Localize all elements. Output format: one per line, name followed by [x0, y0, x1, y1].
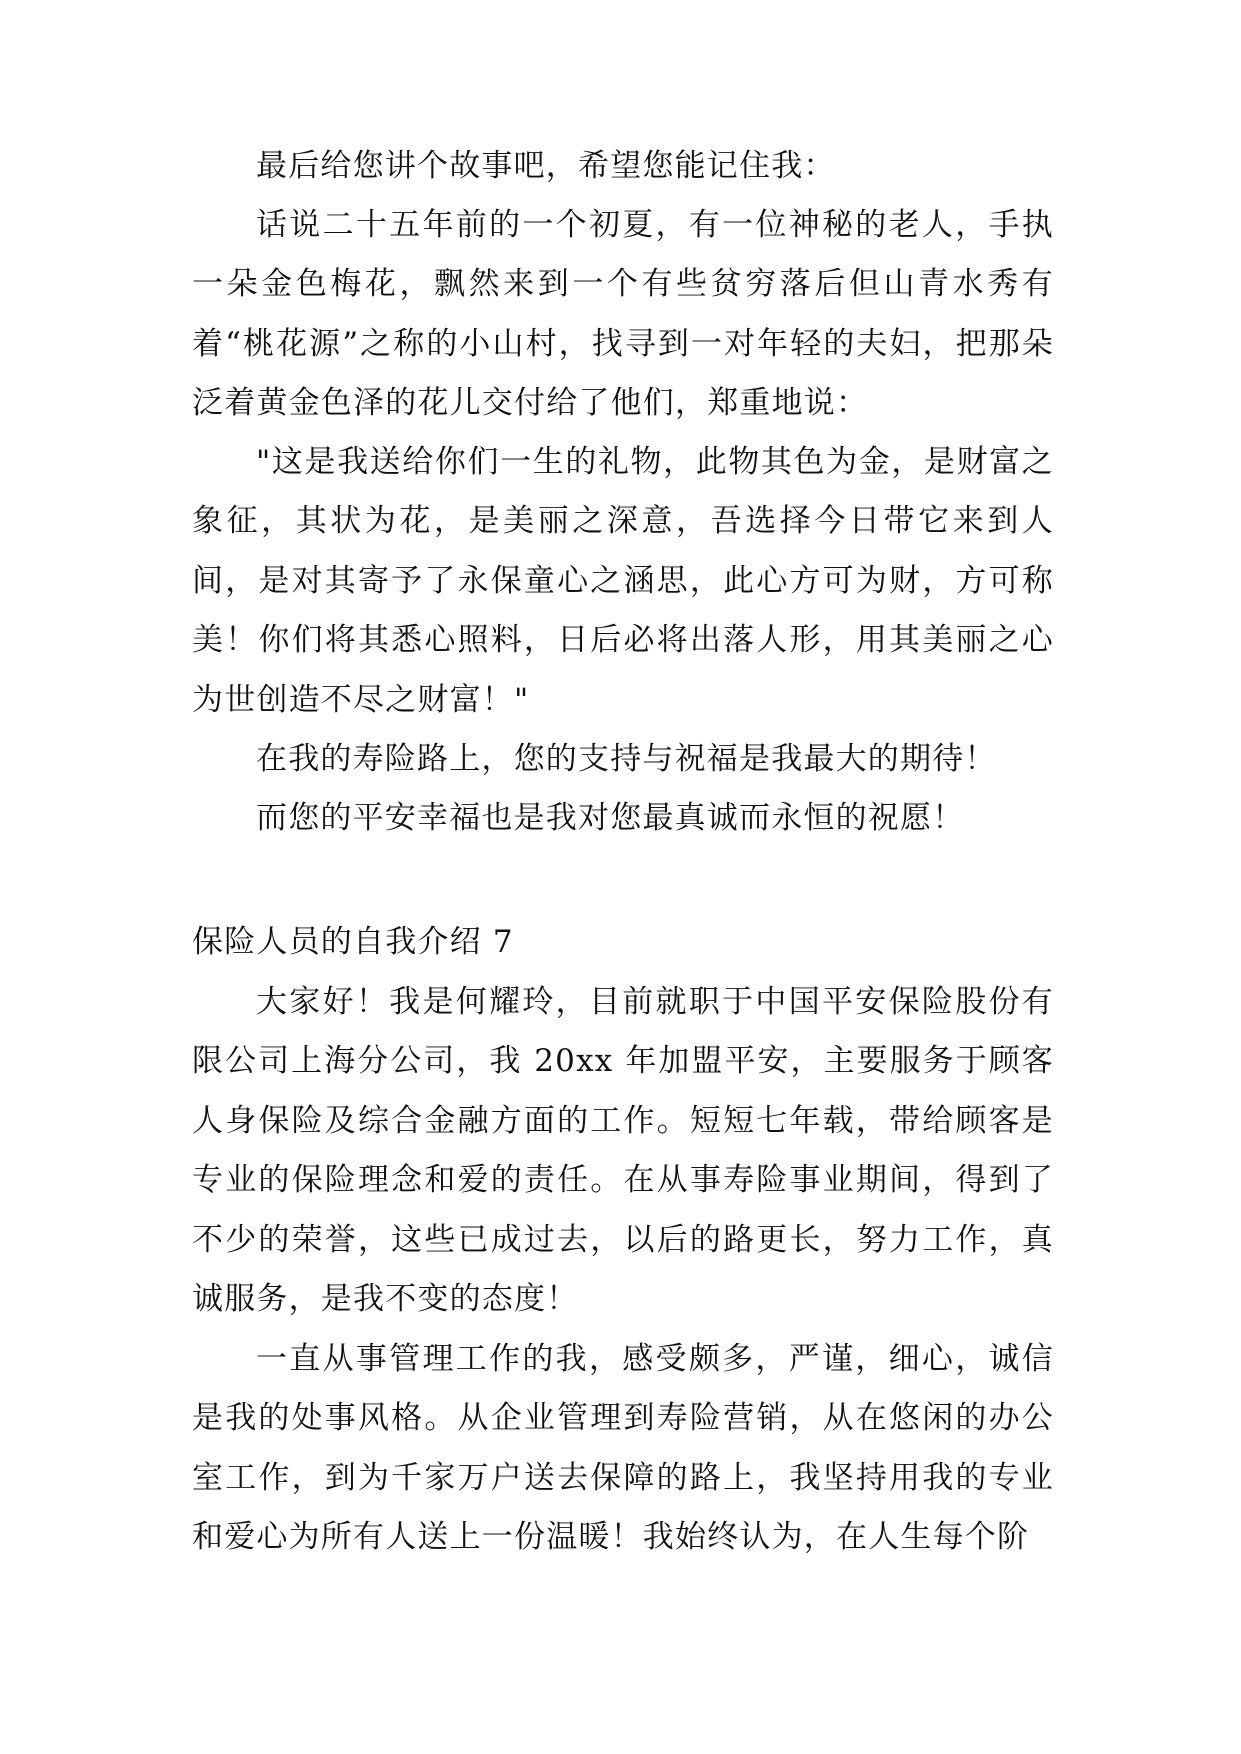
story-narrative-paragraph: 话说二十五年前的一个初夏，有一位神秘的老人，手执一朵金色梅花，飘然来到一个有些贫穷落后但山青水秀有着“桃花源”之称的小山村，找寻到一对年轻的夫妇，把那朵泛着黄金色泽的花儿交付给了他们，郑重地说： [192, 207, 1054, 422]
story-intro-paragraph: 最后给您讲个故事吧，希望您能记住我： [256, 148, 836, 184]
section-7-paragraph-2: 一直从事管理工作的我，感受颇多，严谨，细心，诚信是我的处事风格。从企业管理到寿险营销，从在悠闲的办公室工作，到为千家万户送去保障的路上，我坚持用我的专业和爱心为所有人送上一份温暖！我始终认为，在人生每个阶 [192, 1341, 1054, 1556]
story-quote-paragraph: "这是我送给你们一生的礼物，此物其色为金，是财富之象征，其状为花，是美丽之深意，吾选择今日带它来到人间，是对其寄予了永保童心之涵思，此心方可为财，方可称美！你们将其悉心照料，日后必将出落人形，用其美丽之心为世创造不尽之财富！" [192, 444, 1054, 718]
story-wish-paragraph-1: 在我的寿险路上，您的支持与祝福是我最大的期待！ [256, 741, 997, 777]
section-7-title: 保险人员的自我介绍 7 [192, 924, 514, 960]
story-wish-paragraph-2: 而您的平安幸福也是我对您最真诚而永恒的祝愿！ [256, 800, 965, 836]
section-7-paragraph-1: 大家好！我是何耀玲，目前就职于中国平安保险股份有限公司上海分公司，我 20xx 年加盟平安，主要服务于顾客人身保险及综合金融方面的工作。短短七年载，带给顾客是专业的保险理念和爱的责任。在从事寿险事业期间，得到了不少的荣誉，这些已成过去，以后的路更长，努力工作，真诚服务，是我不变的态度！ [192, 984, 1054, 1318]
